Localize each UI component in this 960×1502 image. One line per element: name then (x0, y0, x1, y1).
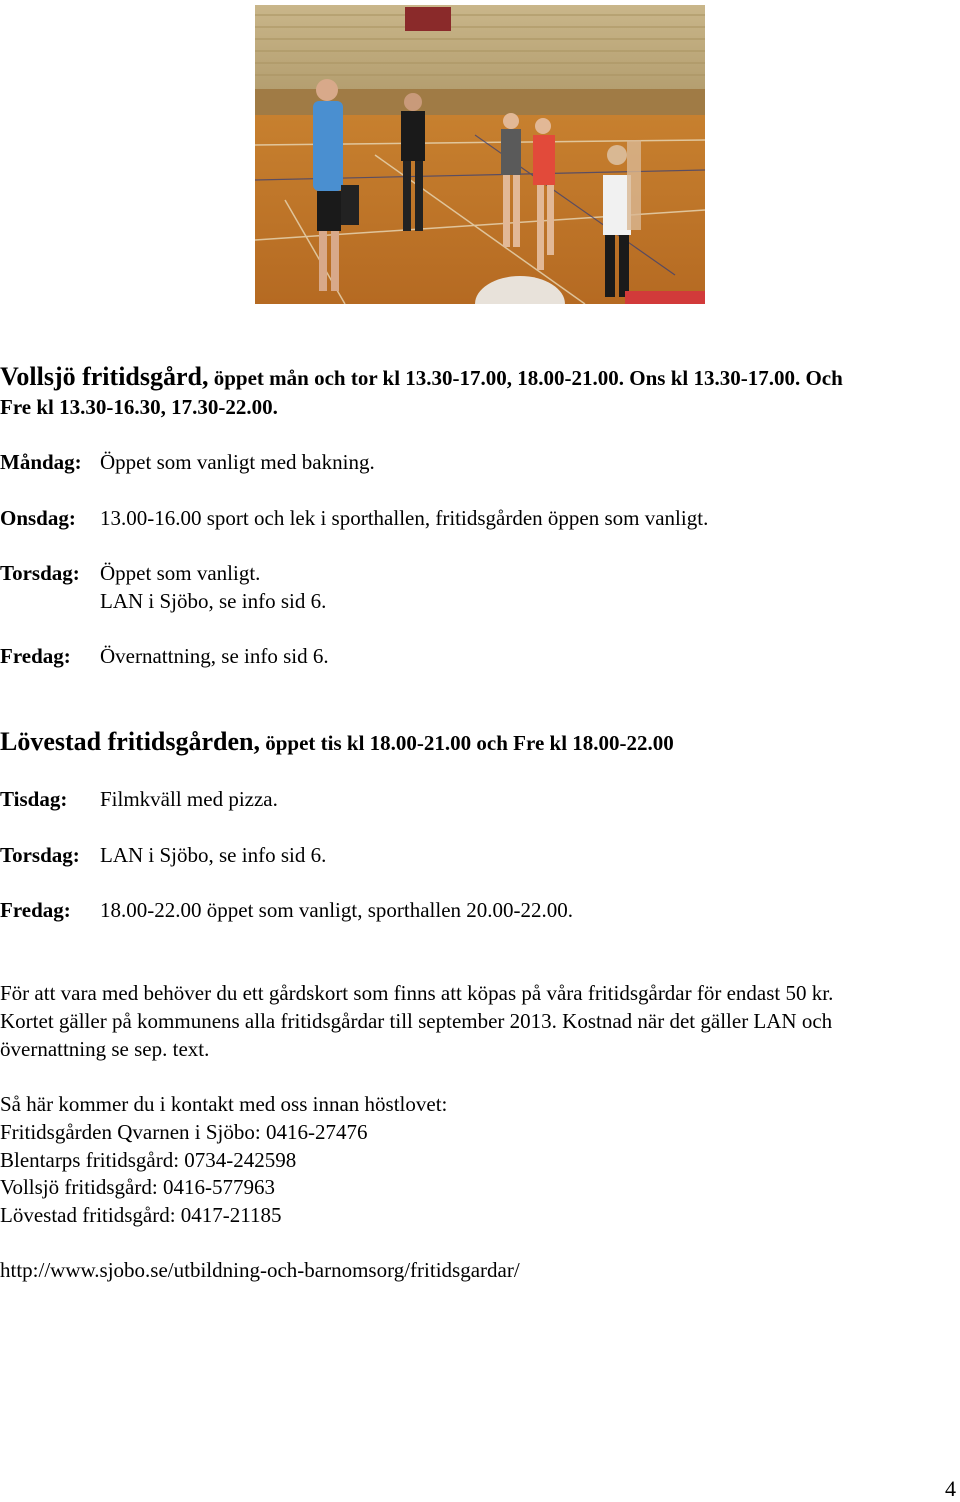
lovestad-name: Lövestad fritidsgården, (0, 727, 260, 756)
day-label: Tisdag: (0, 787, 68, 811)
vollsjo-name: Vollsjö fritidsgård, (0, 362, 209, 391)
lovestad-day-tuesday (0, 789, 278, 810)
contact-intro: Så här kommer du i kontakt med oss innan höstlovet: (0, 1092, 448, 1116)
day-label: Onsdag: (0, 506, 76, 530)
lovestad-heading (0, 729, 674, 755)
day-label: Fredag: (0, 644, 71, 668)
contact-line: Fritidsgården Qvarnen i Sjöbo: 0416-27476 (0, 1120, 368, 1144)
vollsjo-day-wednesday (0, 508, 708, 529)
day-text: 18.00-22.00 öppet som vanligt, sporthallen 20.00-22.00. (100, 898, 574, 922)
sports-hall-photo-icon (255, 5, 705, 304)
day-text: Filmkväll med pizza. (100, 787, 278, 811)
contact-line: Vollsjö fritidsgård: 0416-577963 (0, 1175, 275, 1199)
day-text: 13.00-16.00 sport och lek i sporthallen, fritidsgården öppen som vanligt. (100, 506, 709, 530)
day-text: LAN i Sjöbo, se info sid 6. (100, 843, 327, 867)
sports-hall-photo (255, 5, 705, 304)
website-link[interactable]: http://www.sjobo.se/utbildning-och-barnomsorg/fritidsgardar/ (0, 1258, 520, 1282)
lovestad-day-thursday (0, 845, 326, 866)
card-info-line1: För att vara med behöver du ett gårdskort som finns att köpas på våra fritidsgårdar för endast 50 kr. (0, 981, 834, 1005)
page-number: 4 (945, 1476, 956, 1501)
day-text: Öppet som vanligt med bakning. (100, 450, 375, 474)
vollsjo-day-friday (0, 646, 329, 667)
lovestad-day-friday (0, 900, 573, 921)
vollsjo-day-thursday (0, 563, 260, 584)
day-label: Torsdag: (0, 843, 80, 867)
card-info-line3: övernattning se sep. text. (0, 1037, 210, 1061)
card-info-line2: Kortet gäller på kommunens alla fritidsgårdar till september 2013. Kostnad när det gäller LAN och (0, 1009, 833, 1033)
day-label: Fredag: (0, 898, 71, 922)
day-label: Måndag: (0, 450, 82, 474)
lovestad-hours: öppet tis kl 18.00-21.00 och Fre kl 18.00-22.00 (260, 731, 674, 755)
vollsjo-day-monday (0, 452, 375, 473)
day-text: Öppet som vanligt. (100, 561, 261, 585)
vollsjo-heading (0, 364, 843, 390)
vollsjo-thursday-extra: LAN i Sjöbo, se info sid 6. (100, 589, 327, 613)
day-label: Torsdag: (0, 561, 80, 585)
day-text: Övernattning, se info sid 6. (100, 644, 329, 668)
vollsjo-hours-line2: Fre kl 13.30-16.30, 17.30-22.00. (0, 395, 278, 419)
vollsjo-hours-line1: öppet mån och tor kl 13.30-17.00, 18.00-21.00. Ons kl 13.30-17.00. Och (208, 366, 843, 390)
contact-line: Blentarps fritidsgård: 0734-242598 (0, 1148, 297, 1172)
contact-line: Lövestad fritidsgård: 0417-21185 (0, 1203, 282, 1227)
